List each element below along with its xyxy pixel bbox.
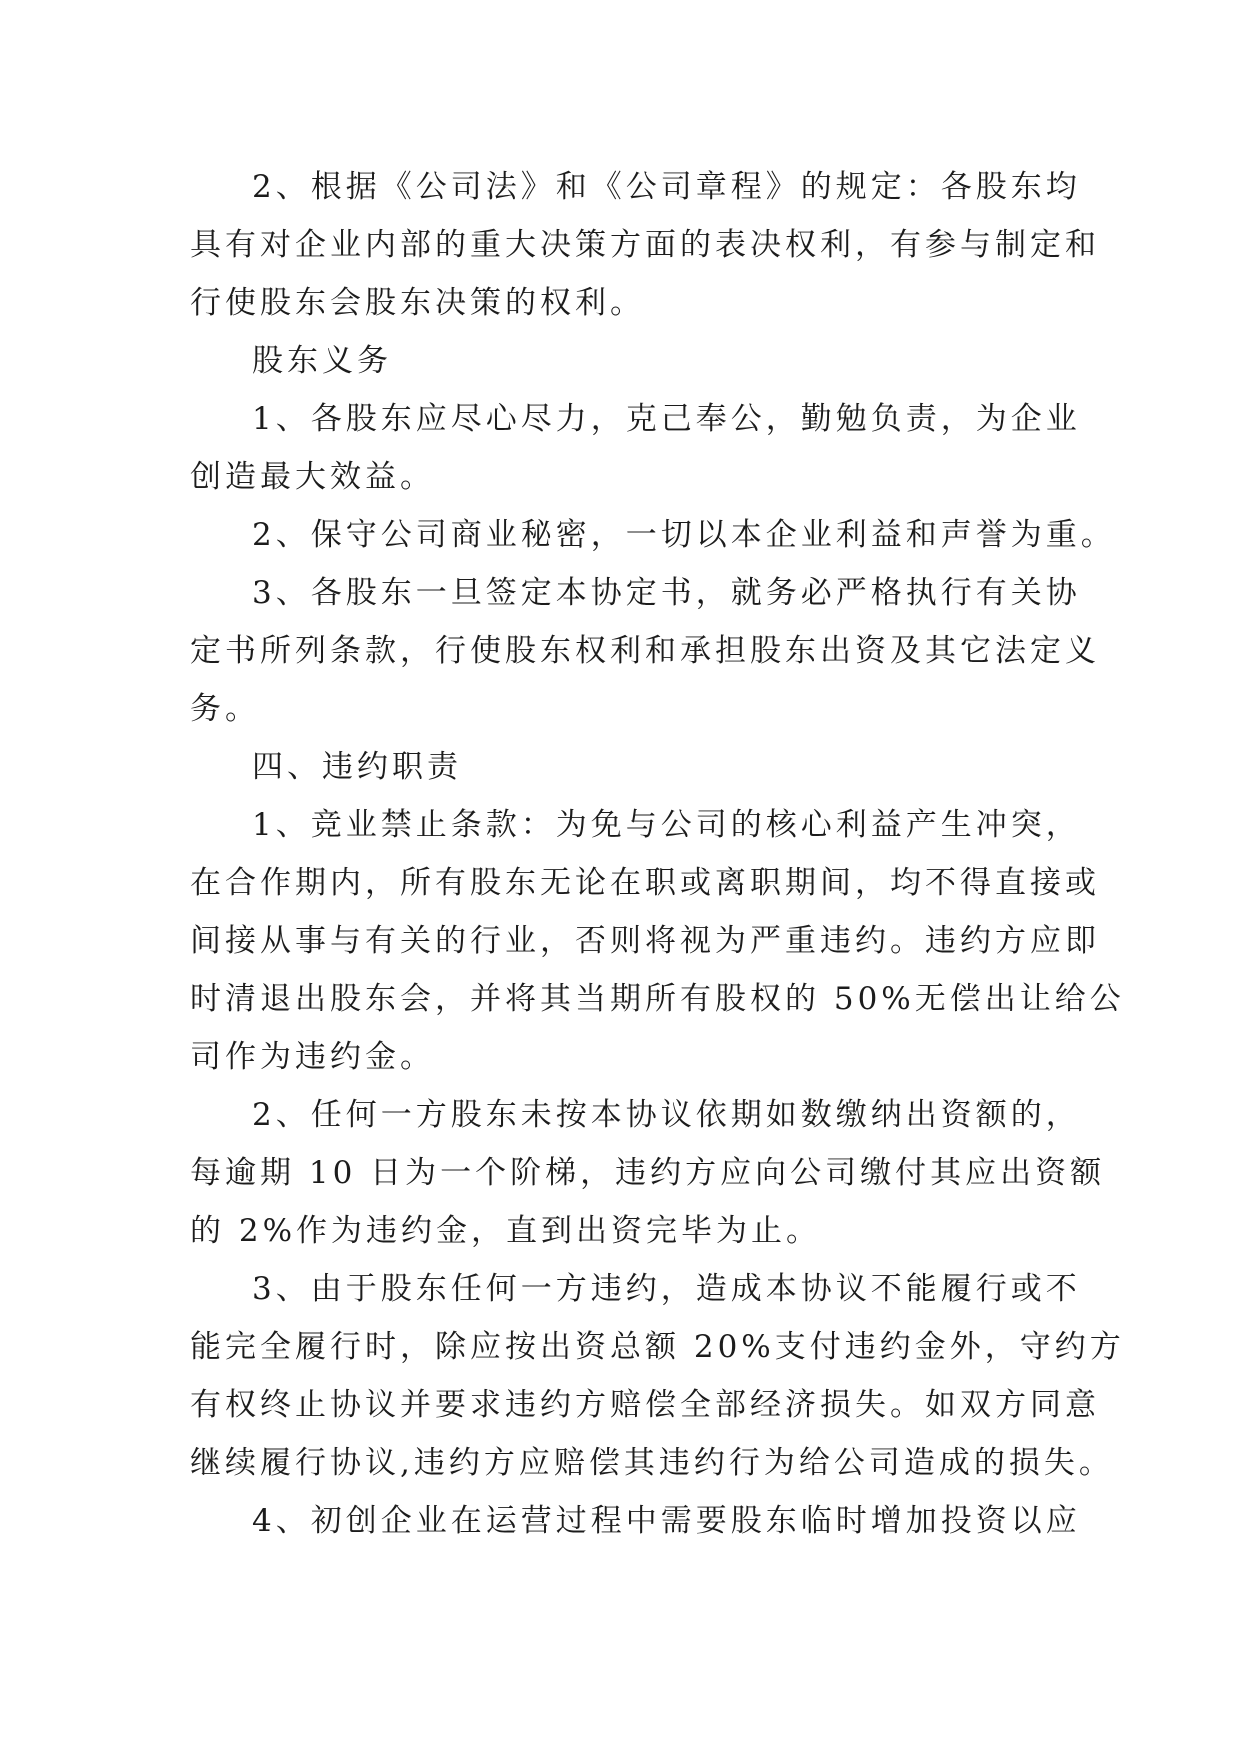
text-line: 2、根据《公司法》和《公司章程》的规定：各股东均 (252, 169, 1081, 205)
paragraph-breach-1 (190, 796, 1125, 1086)
document-body (190, 158, 1125, 1550)
paragraph-shareholder-rights-2 (190, 158, 1100, 332)
text-line: 能完全履行时，除应按出资总额 20%支付违约金外，守约方 (190, 1329, 1125, 1365)
text-line: 继续履行协议,违约方应赔偿其违约行为给公司造成的损失。 (190, 1445, 1114, 1481)
heading-shareholder-obligations (190, 332, 1052, 390)
section-heading: 四、违约职责 (252, 749, 462, 785)
text-line: 务。 (190, 691, 260, 727)
paragraph-obligation-1 (190, 390, 1081, 506)
text-line: 行使股东会股东决策的权利。 (190, 285, 645, 321)
text-line: 4、初创企业在运营过程中需要股东临时增加投资以应 (252, 1503, 1081, 1539)
paragraph-obligation-2 (190, 506, 1116, 564)
section-heading: 股东义务 (252, 343, 392, 379)
text-line: 创造最大效益。 (190, 459, 435, 495)
text-line: 1、竞业禁止条款：为免与公司的核心利益产生冲突， (252, 807, 1081, 843)
heading-breach-liability (190, 738, 1052, 796)
text-line: 有权终止协议并要求违约方赔偿全部经济损失。如双方同意 (190, 1387, 1100, 1423)
text-line: 间接从事与有关的行业，否则将视为严重违约。违约方应即 (190, 923, 1100, 959)
paragraph-obligation-3 (190, 564, 1100, 738)
text-line: 3、各股东一旦签定本协定书，就务必严格执行有关协 (252, 575, 1081, 611)
text-line: 定书所列条款，行使股东权利和承担股东出资及其它法定义 (190, 633, 1100, 669)
text-line: 时清退出股东会，并将其当期所有股权的 50%无偿出让给公 (190, 981, 1125, 1017)
paragraph-breach-2 (190, 1086, 1106, 1260)
text-line: 的 2%作为违约金，直到出资完毕为止。 (190, 1213, 822, 1249)
text-line: 每逾期 10 日为一个阶梯，违约方应向公司缴付其应出资额 (190, 1155, 1106, 1191)
text-line: 司作为违约金。 (190, 1039, 435, 1075)
text-line: 在合作期内，所有股东无论在职或离职期间，均不得直接或 (190, 865, 1100, 901)
text-line: 具有对企业内部的重大决策方面的表决权利，有参与制定和 (190, 227, 1100, 263)
text-line: 2、保守公司商业秘密，一切以本企业利益和声誉为重。 (252, 517, 1116, 553)
text-line: 1、各股东应尽心尽力，克己奉公，勤勉负责，为企业 (252, 401, 1081, 437)
paragraph-breach-4 (190, 1492, 1081, 1550)
paragraph-breach-3 (190, 1260, 1125, 1492)
text-line: 2、任何一方股东未按本协议依期如数缴纳出资额的， (252, 1097, 1081, 1133)
text-line: 3、由于股东任何一方违约，造成本协议不能履行或不 (252, 1271, 1081, 1307)
